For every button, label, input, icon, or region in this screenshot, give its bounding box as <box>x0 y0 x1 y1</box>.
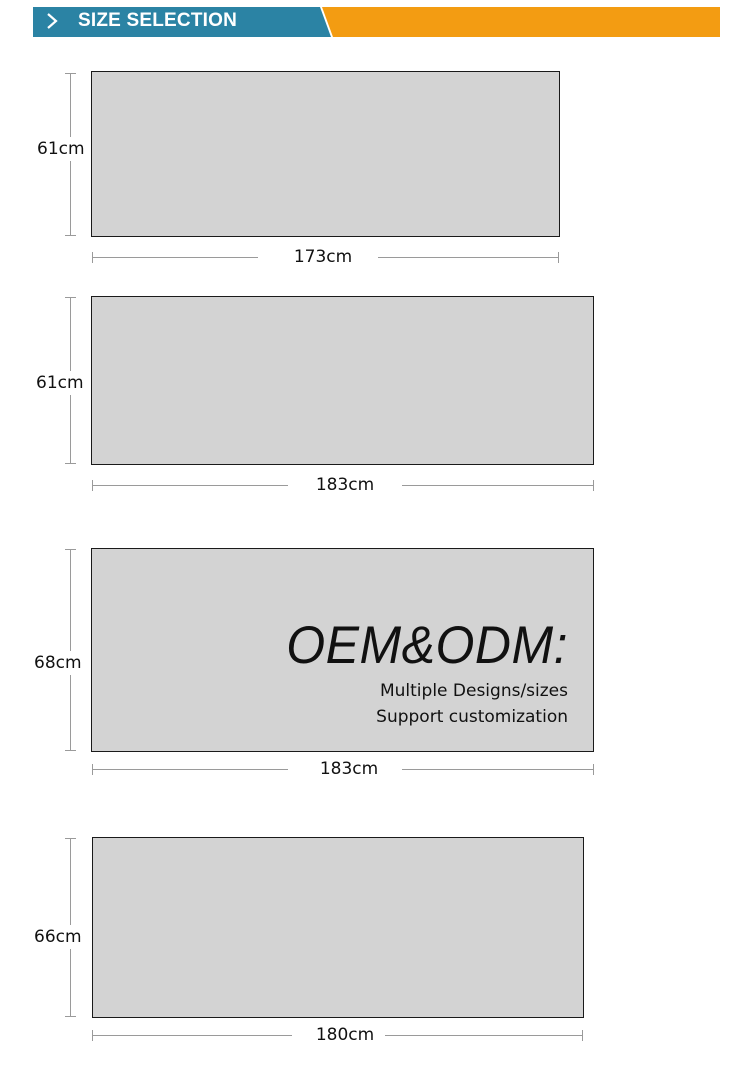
width-dimension-line <box>402 485 594 486</box>
height-dimension-cap <box>65 1016 76 1017</box>
height-dimension-cap <box>65 73 76 74</box>
height-label: 61cm <box>36 373 84 393</box>
section-title: SIZE SELECTION <box>78 10 238 31</box>
width-dimension-line <box>92 769 288 770</box>
height-dimension-cap <box>65 549 76 550</box>
height-dimension-cap <box>65 838 76 839</box>
width-dimension-line <box>92 485 288 486</box>
width-dimension-cap <box>593 764 594 775</box>
width-label: 173cm <box>293 247 353 267</box>
section-header <box>0 0 750 44</box>
height-dimension-cap <box>65 463 76 464</box>
mat-rectangle <box>91 71 560 237</box>
width-dimension-cap <box>92 480 93 491</box>
width-label: 180cm <box>315 1025 375 1045</box>
mat-rectangle <box>91 296 594 465</box>
width-label: 183cm <box>319 759 379 779</box>
width-dimension-cap <box>593 480 594 491</box>
height-label: 61cm <box>37 139 85 159</box>
height-dimension-cap <box>65 297 76 298</box>
width-dimension-cap <box>92 764 93 775</box>
width-dimension-cap <box>92 252 93 263</box>
width-dimension-line <box>92 1035 292 1036</box>
height-dimension-cap <box>65 235 76 236</box>
width-dimension-line <box>92 257 258 258</box>
height-label: 68cm <box>34 653 82 673</box>
width-dimension-line <box>385 1035 583 1036</box>
oem-line-designs: Multiple Designs/sizes <box>379 681 568 701</box>
width-dimension-line <box>378 257 559 258</box>
oem-line-customization: Support customization <box>376 707 568 727</box>
width-dimension-line <box>402 769 594 770</box>
width-dimension-cap <box>558 252 559 263</box>
height-label: 66cm <box>34 927 82 947</box>
height-dimension-cap <box>65 750 76 751</box>
height-dimension-line <box>70 549 71 750</box>
header-banner-orange <box>322 7 720 37</box>
oem-odm-title: OEM&ODM: <box>286 615 568 675</box>
width-dimension-cap <box>92 1030 93 1041</box>
width-dimension-cap <box>582 1030 583 1041</box>
width-label: 183cm <box>315 475 375 495</box>
mat-rectangle <box>92 837 584 1018</box>
